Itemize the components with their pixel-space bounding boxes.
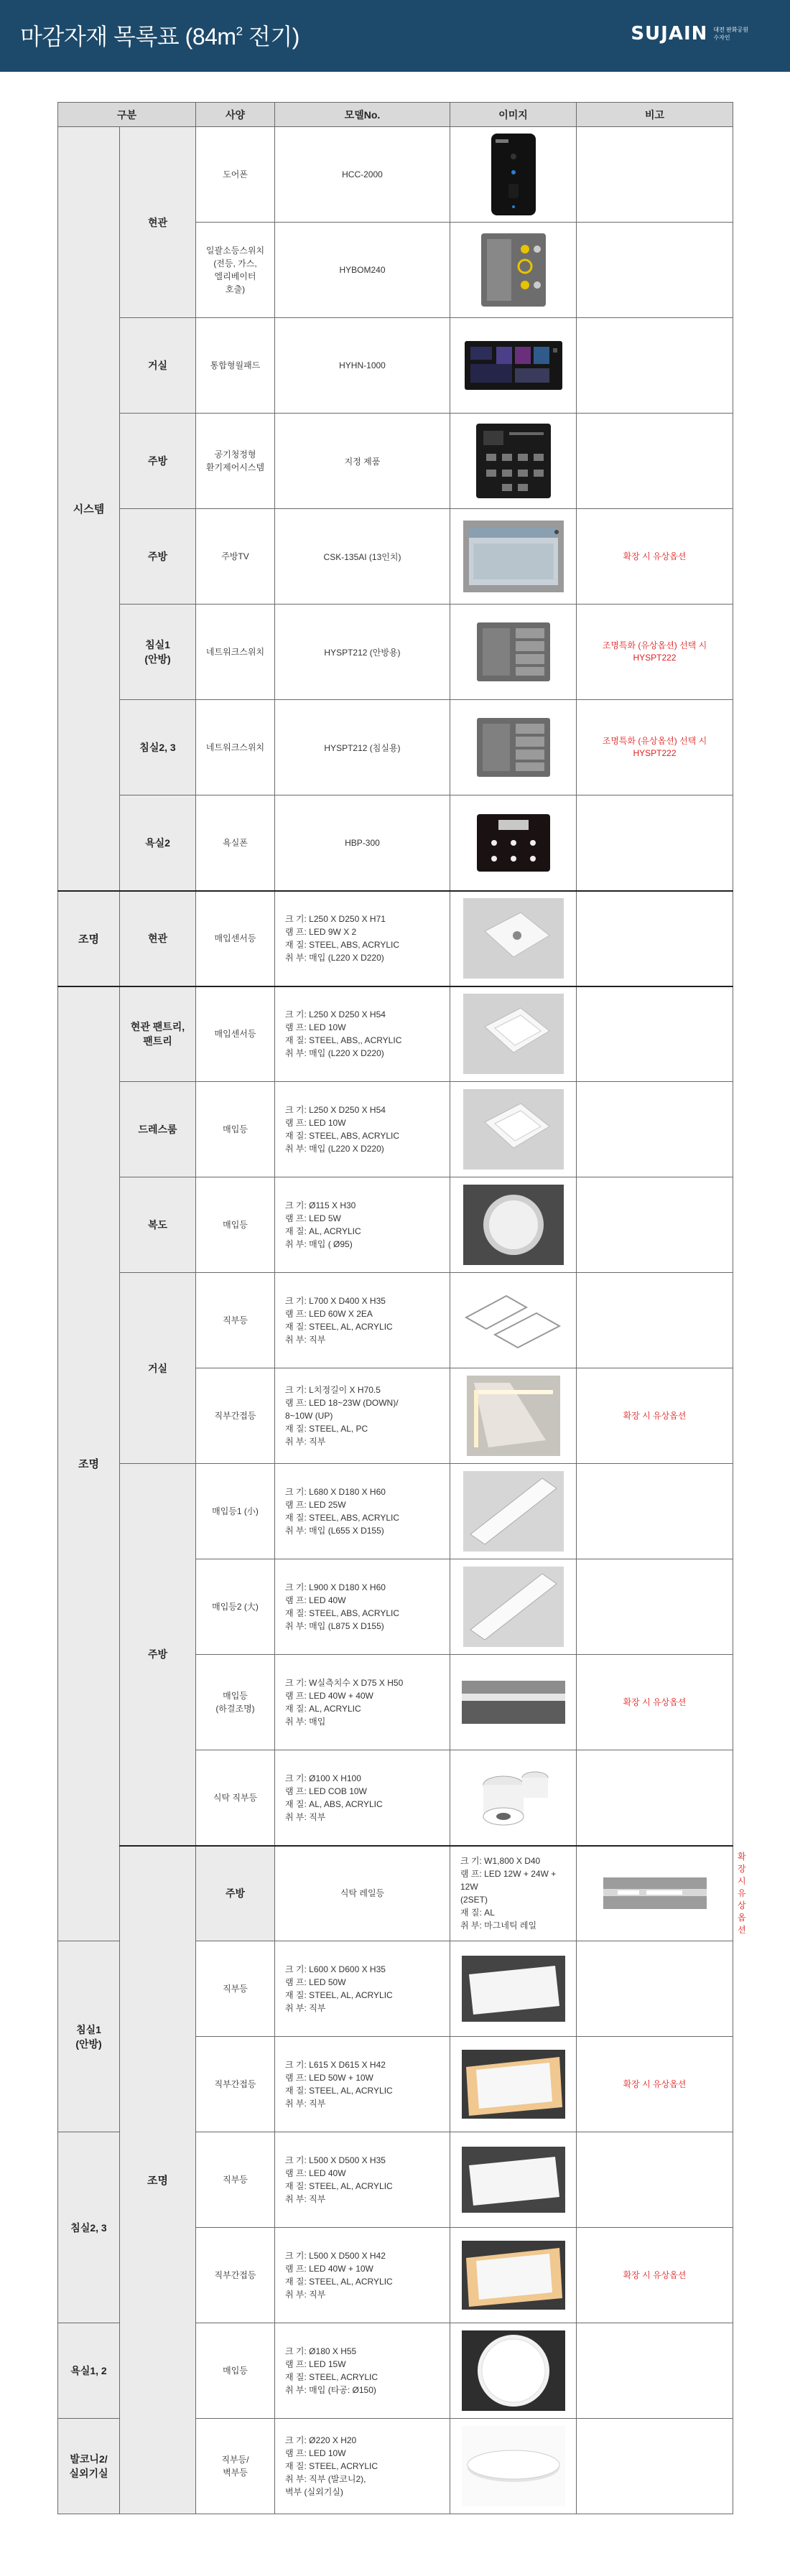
ceiling-panel-image [462,2147,565,2213]
subcategory: 현관 [120,891,196,986]
note-cell: 조명특화 (유상옵션) 선택 시 HYSPT222 [577,605,733,700]
bathroom-phone-image [474,811,553,874]
subcategory: 주방 [120,1464,196,1846]
note-cell [577,1273,733,1368]
detail-cell: 크 기: L250 X D250 X H54 램 프: LED 10W 재 질: STEEL, ABS, ACRYLIC 취 부: 매입 (L220 X D220) [275,1082,450,1177]
kitchen-tv-image [462,519,565,594]
image-cell [450,986,577,1082]
table-row [58,318,733,414]
note-cell [577,223,733,318]
model-cell: HYBOM240 [275,223,450,318]
subcategory: 침실2, 3 [58,2132,120,2323]
spec-cell: 욕실폰 [196,795,275,891]
image-cell [450,795,577,891]
spec-cell: 매입등1 (小) [196,1464,275,1559]
model-cell: HBP-300 [275,795,450,891]
subcategory: 복도 [120,1177,196,1273]
image-cell [450,2228,577,2323]
detail-cell: 크 기: L500 X D500 X H42 램 프: LED 40W + 10W 재 질: STEEL, AL, ACRYLIC 취 부: 직부 [275,2228,450,2323]
detail-cell: 크 기: L615 X D615 X H42 램 프: LED 50W + 10W 재 질: STEEL, AL, ACRYLIC 취 부: 직부 [275,2037,450,2132]
note-cell: 확장 시 유상옵션 [577,2228,733,2323]
note-cell: 확장 시 유상옵션 [577,2037,733,2132]
page-header [0,0,790,72]
indirect-panel-image [462,2050,565,2119]
image-cell [450,1655,577,1750]
note-cell [577,2419,733,2514]
spec-cell: 직부등/ 벽부등 [196,2419,275,2514]
image-cell [450,1750,577,1846]
image-cell [450,318,577,414]
spec-cell: 매입등2 (大) [196,1559,275,1655]
spec-cell: 매입등 [196,2323,275,2419]
linear-light-image [463,1471,564,1551]
group-lighting: 조명 [58,891,120,986]
network-switch-image [474,620,553,684]
table-row [58,700,733,795]
model-cell: HYHN-1000 [275,318,450,414]
detail-cell: 크 기: W1,800 X D40 램 프: LED 12W + 24W + 12W (2SET) 재 질: AL 취 부: 마그네틱 레일 [450,1846,577,1941]
spec-cell: 직부등 [196,1273,275,1368]
page-title: 마감자재 목록표 ($84m^2$ 전기) [20,24,299,50]
table-row [58,1177,733,1273]
spec-cell: 주방TV [196,509,275,605]
spec-cell: 매입센서등 [196,986,275,1082]
ceiling-light-image [462,1286,565,1355]
logo-wordmark: SUJAIN [631,23,708,45]
detail-cell: 크 기: L500 X D500 X H35 램 프: LED 40W 재 질: STEEL, AL, ACRYLIC 취 부: 직부 [275,2132,450,2228]
subcategory: 발코니2/ 실외기실 [58,2419,120,2514]
note-cell [577,1750,733,1846]
subcategory: 욕실2 [120,795,196,891]
note-cell [577,318,733,414]
detail-cell: 크 기: L250 X D250 X H71 램 프: LED 9W X 2 재 질: STEEL, ABS, ACRYLIC 취 부: 매입 (L220 X D220) [275,891,450,986]
batch-switch-image [474,230,553,309]
subcategory: 침실2, 3 [120,700,196,795]
spec-cell: 매입등 [196,1177,275,1273]
note-cell: 확장 시 유상옵션 [577,509,733,605]
group-lighting: 조명 [58,986,120,1941]
detail-cell: 크 기: L600 X D600 X H35 램 프: LED 50W 재 질: STEEL, AL, ACRYLIC 취 부: 직부 [275,1941,450,2037]
detail-cell: 크 기: L680 X D180 X H60 램 프: LED 25W 재 질: STEEL, ABS, ACRYLIC 취 부: 매입 (L655 X D155) [275,1464,450,1559]
image-cell [450,891,577,986]
table-row [58,1273,733,1368]
note-cell [577,2132,733,2228]
recessed-light-image [463,1089,564,1170]
image-cell [450,2419,577,2514]
image-cell [450,127,577,223]
image-cell [450,1082,577,1177]
table-row [58,891,733,986]
spec-cell: 네트워크스위치 [196,605,275,700]
image-cell [450,2323,577,2419]
subcategory: 침실1 (안방) [58,1941,120,2132]
image-cell [577,1846,733,1941]
spot-light-image [470,1758,557,1838]
subcategory: 드레스룸 [120,1082,196,1177]
group-lighting: 조명 [120,1846,196,2514]
sensor-light-image [463,994,564,1074]
table-row [58,414,733,509]
rail-light-image [603,1877,707,1909]
col-header-spec: 사양 [196,103,275,127]
image-cell [450,700,577,795]
note-cell [577,414,733,509]
detail-cell: 크 기: Ø100 X H100 램 프: LED COB 10W 재 질: AL, ABS, ACRYLIC 취 부: 직부 [275,1750,450,1846]
ventilation-controller-image [473,421,554,501]
image-cell [450,1368,577,1464]
note-cell [577,1941,733,2037]
detail-cell: 크 기: L치정길이 X H70.5 램 프: LED 18~23W (DOWN)/ 8~10W (UP) 재 질: STEEL, AL, PC 취 부: 직부 [275,1368,450,1464]
note-cell [577,127,733,223]
logo-subtitle: 대전 판화공원 수자인 [713,27,748,41]
spec-cell: 식탁 직부등 [196,1750,275,1846]
subcategory: 현관 [120,127,196,318]
table-row [58,605,733,700]
spec-cell: 네트워크스위치 [196,700,275,795]
doorphone-image [481,132,546,217]
table-row [58,986,733,1082]
detail-cell: 크 기: L250 X D250 X H54 램 프: LED 10W 재 질: STEEL, ABS,, ACRYLIC 취 부: 매입 (L220 X D220) [275,986,450,1082]
subcategory: 주방 [120,414,196,509]
indirect-light-image [467,1376,560,1456]
table-row [58,127,733,223]
detail-cell: 크 기: W실측치수 X D75 X H50 램 프: LED 40W + 40W 재 질: AL, ACRYLIC 취 부: 매입 [275,1655,450,1750]
subcategory: 침실1 (안방) [120,605,196,700]
col-header-model: 모델No. [275,103,450,127]
finish-material-table [57,102,746,2514]
note-cell [577,1177,733,1273]
image-cell [450,1559,577,1655]
spec-cell: 직부등 [196,1941,275,2037]
subcategory: 거실 [120,1273,196,1464]
image-cell [450,1941,577,2037]
brand-logo [631,23,748,45]
table-row [58,1464,733,1559]
linear-light-image [463,1567,564,1647]
table-row [58,509,733,605]
note-cell [577,1559,733,1655]
network-switch-image [474,715,553,780]
table-row: 조명 주방 식탁 레일등 크 기: W1,800 X D40 램 프: LED 12W + 24W + 12W (2SET) 재 질: AL 취 부: 마그네틱 레일 확장 시 유상옵션 [58,1846,733,1941]
spec-cell: 도어폰 [196,127,275,223]
detail-cell: 크 기: Ø115 X H30 램 프: LED 5W 재 질: AL, ACRYLIC 취 부: 매입 ( Ø95) [275,1177,450,1273]
col-header-category: 구분 [58,103,196,127]
flat-round-light-image [462,2426,565,2506]
spec-cell: 공기청정형 환기제어시스템 [196,414,275,509]
spec-cell: 매입센서등 [196,891,275,986]
image-cell [450,509,577,605]
spec-cell: 통합형월패드 [196,318,275,414]
spec-cell: 식탁 레일등 [275,1846,450,1941]
subcategory: 욕실1, 2 [58,2323,120,2419]
model-cell: HCC-2000 [275,127,450,223]
image-cell [450,1273,577,1368]
spec-cell: 직부간접등 [196,2037,275,2132]
indirect-panel-image [462,2241,565,2310]
image-cell [450,223,577,318]
subcategory: 현관 팬트리, 팬트리 [120,986,196,1082]
spec-cell: 매입등 [196,1082,275,1177]
note-cell [577,1082,733,1177]
col-header-image: 이미지 [450,103,577,127]
subcategory: 주방 [120,509,196,605]
col-header-note: 비고 [577,103,733,127]
table-row [58,795,733,891]
downlight-image [463,1185,564,1265]
image-cell [450,2132,577,2228]
detail-cell: 크 기: L700 X D400 X H35 램 프: LED 60W X 2EA 재 질: STEEL, AL, ACRYLIC 취 부: 직부 [275,1273,450,1368]
spec-cell: 직부등 [196,2132,275,2228]
group-system: 시스템 [58,127,120,891]
subcategory: 주방 [196,1846,275,1941]
note-cell [577,2323,733,2419]
note-cell: 확장 시 유상옵션 [577,1655,733,1750]
downlight-image [462,2330,565,2411]
model-cell: 지정 제품 [275,414,450,509]
spec-cell: 직부간접등 [196,1368,275,1464]
image-cell [450,1464,577,1559]
ceiling-panel-image [462,1956,565,2022]
note-cell: 확장 시 유상옵션 [577,1368,733,1464]
model-cell: HYSPT212 (안방용) [275,605,450,700]
cove-light-image [462,1681,565,1724]
image-cell [450,2037,577,2132]
model-cell: CSK-135AI (13인치) [275,509,450,605]
detail-cell: 크 기: Ø180 X H55 램 프: LED 15W 재 질: STEEL, ACRYLIC 취 부: 매입 (타공: Ø150) [275,2323,450,2419]
image-cell [450,1177,577,1273]
detail-cell: 크 기: L900 X D180 X H60 램 프: LED 40W 재 질: STEEL, ABS, ACRYLIC 취 부: 매입 (L875 X D155) [275,1559,450,1655]
spec-cell: 매입등 (하걸조명) [196,1655,275,1750]
note-cell [577,1464,733,1559]
image-cell [450,605,577,700]
table-row [58,1082,733,1177]
note-cell [577,795,733,891]
detail-cell: 크 기: Ø220 X H20 램 프: LED 10W 재 질: STEEL, ACRYLIC 취 부: 직부 (발코니2), 벽부 (실외기실) [275,2419,450,2514]
subcategory: 거실 [120,318,196,414]
note-cell [577,986,733,1082]
spec-cell: 직부간접등 [196,2228,275,2323]
wallpad-image [463,340,564,391]
spec-cell: 일괄소등스위치 (전등, 가스, 엘리베이터 호출) [196,223,275,318]
note-cell [577,891,733,986]
sensor-light-image [463,898,564,979]
model-cell: HYSPT212 (침실용) [275,700,450,795]
image-cell [450,414,577,509]
note-cell: 조명특화 (유상옵션) 선택 시 HYSPT222 [577,700,733,795]
